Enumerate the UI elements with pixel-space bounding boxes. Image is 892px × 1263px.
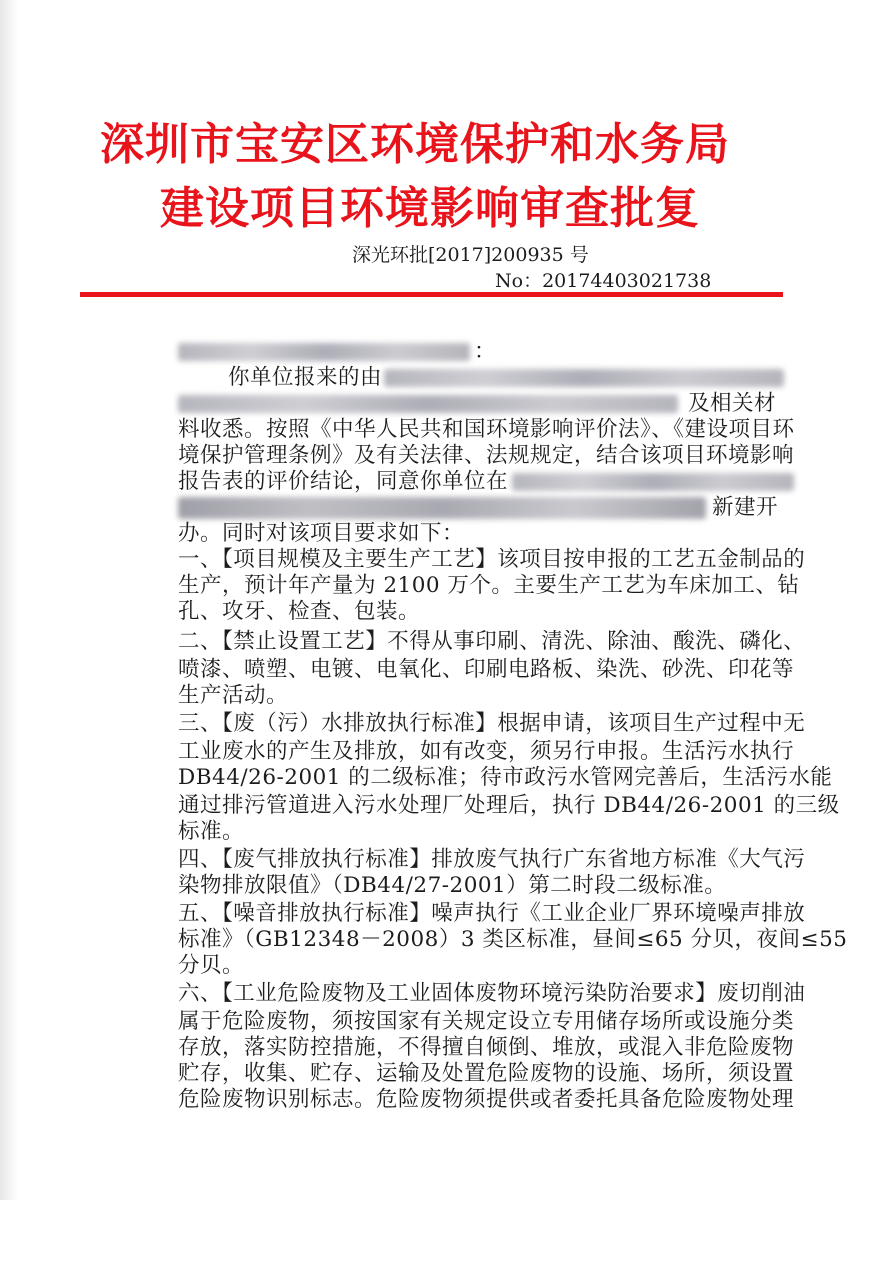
body-line: DB44/26-2001 的二级标准；待市政污水管网完善后，生活污水能 — [178, 765, 833, 790]
body-line: 染物排放限值》（DB44/27-2001）第二时段二级标准。 — [178, 873, 727, 898]
body-line: 境保护管理条例》及有关法律、法规规定，结合该项目环境影响 — [178, 443, 795, 468]
serial-number: No：20174403021738 — [495, 270, 712, 292]
body-line: 四、【废气排放执行标准】排放废气执行广东省地方标准《大气污 — [178, 847, 806, 872]
body-text: 你单位报来的由 — [228, 365, 383, 390]
body-line: 二、【禁止设置工艺】不得从事印刷、清洗、除油、酸洗、磷化、 — [178, 629, 806, 654]
body-line: 料收悉。按照《中华人民共和国环境影响评价法》、《建设项目环 — [178, 417, 795, 442]
body-line: 属于危险废物，须按国家有关规定设立专用储存场所或设施分类 — [178, 1009, 795, 1034]
redacted-report-name — [178, 395, 678, 413]
body-line: 危险废物识别标志。危险废物须提供或者委托具备危险废物处理 — [178, 1087, 795, 1112]
document-title: 建设项目环境影响审查批复 — [160, 183, 700, 234]
scan-edge-shadow — [0, 0, 18, 1200]
addressee-colon: ： — [474, 339, 497, 364]
body-line: 标准》（GB12348－2008）3 类区标准，昼间≤65 分贝，夜间≤55 — [178, 927, 848, 952]
redacted-consultant — [384, 369, 784, 387]
redacted-address — [178, 497, 706, 519]
body-line: 存放，落实防控措施，不得擅自倾倒、堆放，或混入非危险废物 — [178, 1035, 795, 1060]
body-line: 分贝。 — [178, 953, 245, 978]
addressee-line — [178, 338, 496, 366]
document-number: 深光环批[2017]200935 号 — [352, 244, 589, 266]
body-line — [178, 468, 794, 496]
body-text: 及相关材 — [688, 391, 777, 416]
body-text: 报告表的评价结论，同意你单位在 — [178, 469, 509, 494]
body-line: 生产，预计年产量为 2100 万个。主要生产工艺为车床加工、钻 — [178, 573, 800, 598]
body-line: 工业废水的产生及排放，如有改变，须另行申报。生活污水执行 — [178, 739, 795, 764]
body-line: 喷漆、喷塑、电镀、电氧化、印刷电路板、染洗、砂洗、印花等 — [178, 657, 795, 682]
body-line: 标准。 — [178, 819, 245, 844]
redacted-company-name — [178, 343, 470, 361]
body-line: 通过排污管道进入污水处理厂处理后，执行 DB44/26-2001 的三级 — [178, 793, 840, 818]
issuer-title: 深圳市宝安区环境保护和水务局 — [100, 119, 730, 170]
body-line — [228, 364, 784, 392]
body-text: 新建开 — [712, 495, 779, 520]
body-line: 生产活动。 — [178, 683, 289, 708]
redacted-address — [512, 473, 794, 491]
body-line: 五、【噪音排放执行标准】噪声执行《工业企业厂界环境噪声排放 — [178, 901, 806, 926]
body-line — [178, 494, 778, 522]
body-line: 贮存，收集、贮存、运输及处置危险废物的设施、场所，须设置 — [178, 1061, 795, 1086]
body-line: 一、【项目规模及主要生产工艺】该项目按申报的工艺五金制品的 — [178, 547, 806, 572]
body-line — [178, 390, 776, 418]
body-line: 三、【废（污）水排放执行标准】根据申请，该项目生产过程中无 — [178, 711, 806, 736]
body-line: 六、【工业危险废物及工业固体废物环境污染防治要求】废切削油 — [178, 981, 806, 1006]
body-line: 办。同时对该项目要求如下： — [178, 521, 465, 546]
body-line: 孔、攻牙、检查、包装。 — [178, 599, 421, 624]
red-divider — [80, 292, 783, 297]
